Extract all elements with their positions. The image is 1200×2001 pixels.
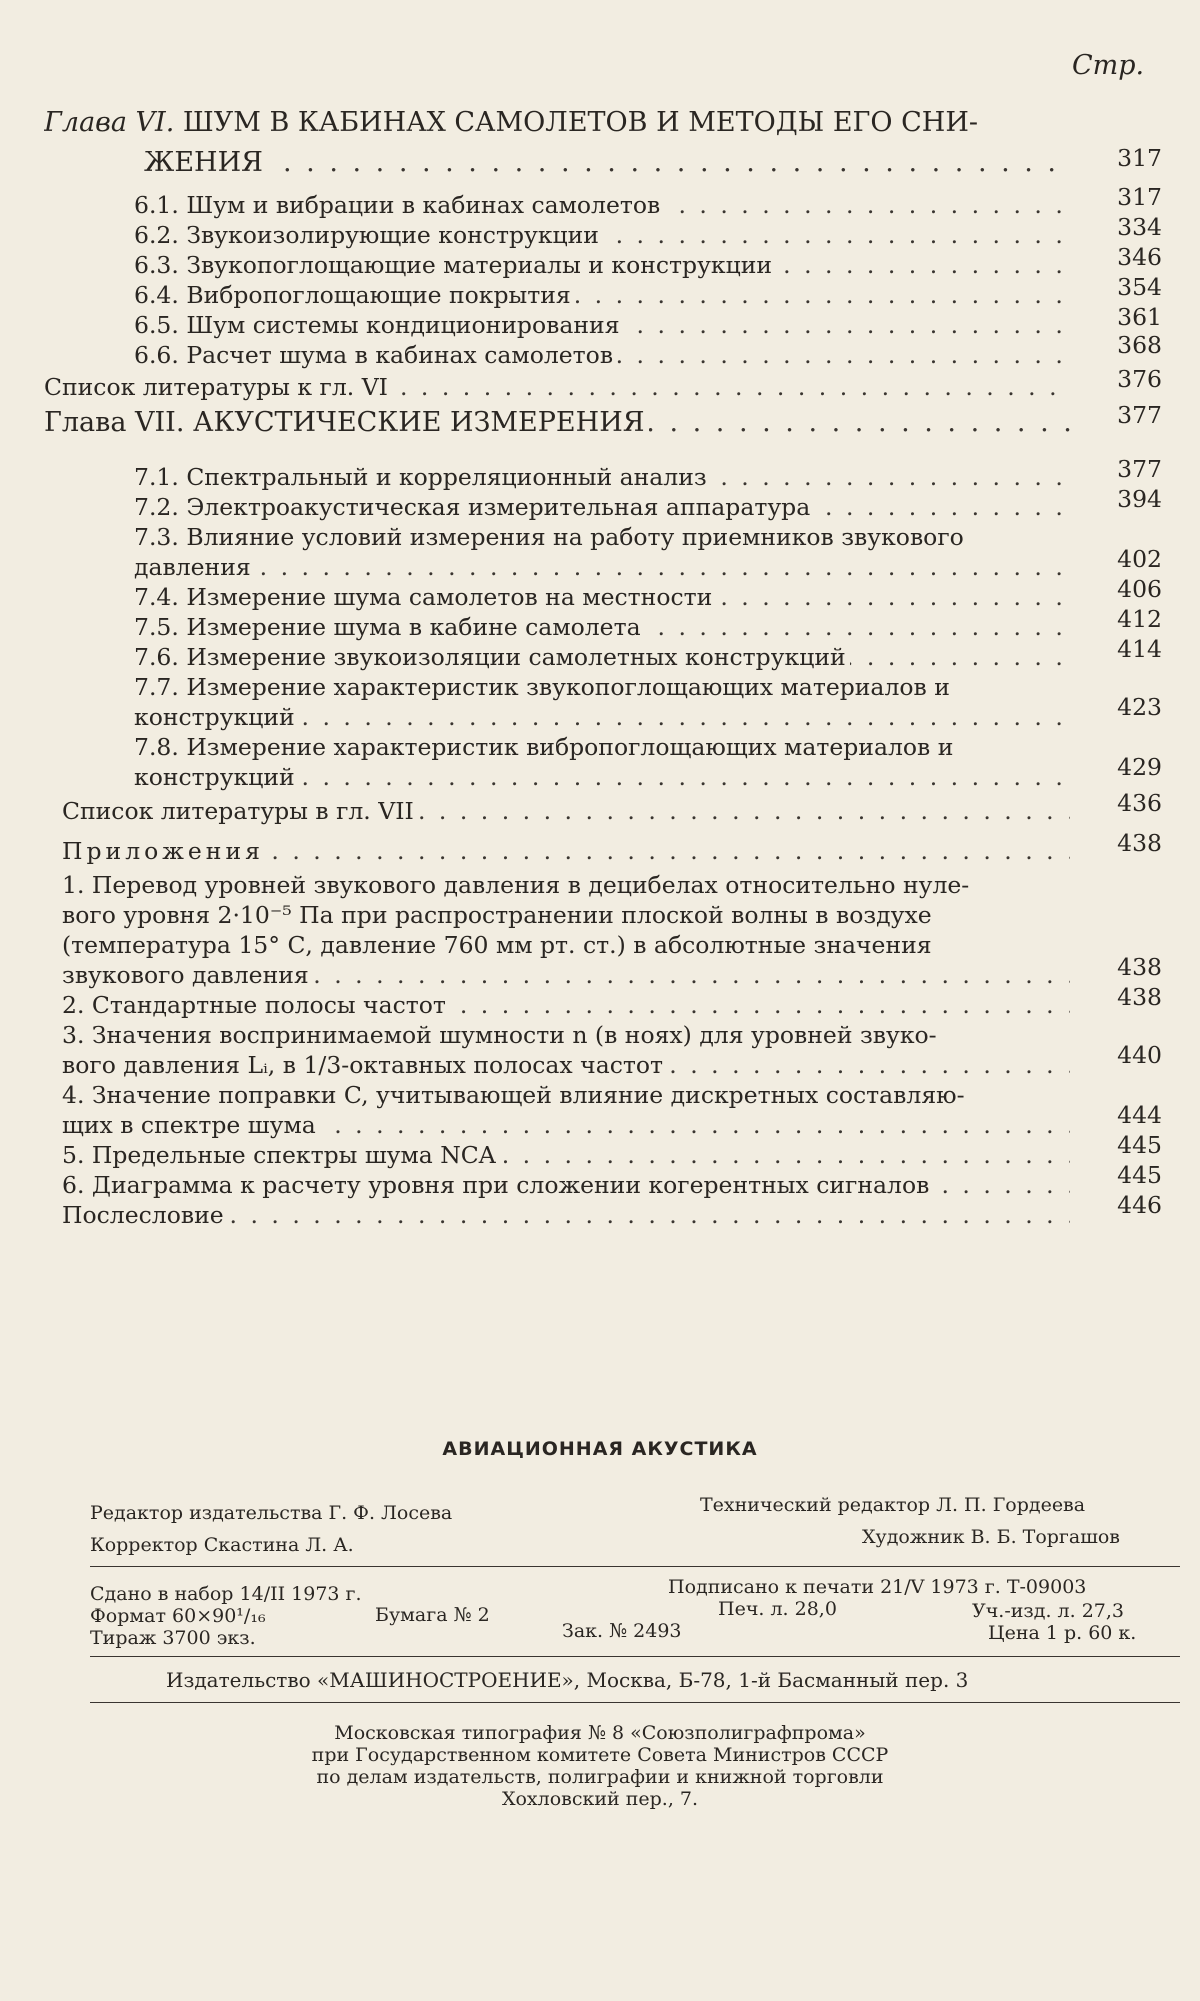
toc-line: 7.6. Измерение звукоизоляции самолетных конструкций	[134, 643, 850, 671]
toc-line: 1. Перевод уровней звукового давления в децибелах относительно нуле-	[62, 871, 973, 899]
format-info: Формат 60×90¹/₁₆	[90, 1605, 266, 1627]
toc-entry-text	[62, 990, 1070, 1020]
divider	[90, 1656, 1180, 1657]
toc-entry-text	[134, 642, 1070, 672]
toc-page-number: 317	[1117, 183, 1162, 211]
toc-entry-text	[144, 148, 1070, 178]
print-run: Тираж 3700 экз.	[90, 1627, 256, 1649]
toc-page-number: 354	[1117, 273, 1162, 301]
toc-line: 7.8. Измерение характеристик вибропоглощающих материалов и	[134, 733, 957, 761]
toc-line: 6.6. Расчет шума в кабинах самолетов	[134, 341, 617, 369]
printer-line: по делам издательств, полиграфии и книжной торговли	[316, 1766, 884, 1788]
toc-page-number: 412	[1117, 605, 1162, 633]
toc-line: 7.7. Измерение характеристик звукопоглощающих материалов и	[134, 673, 954, 701]
toc-entry-text	[62, 1020, 1070, 1050]
toc-line: 7.1. Спектральный и корреляционный анализ	[134, 463, 711, 491]
printer-line: при Государственном комитете Совета Министров СССР	[311, 1744, 889, 1766]
toc-line: 6. Диаграмма к расчету уровня при сложении когерентных сигналов	[62, 1171, 933, 1199]
toc-page-number: 361	[1117, 303, 1162, 331]
toc-page-number: 438	[1117, 983, 1162, 1011]
order-number: Зак. № 2493	[562, 1620, 682, 1642]
toc-entry-text	[134, 462, 1070, 492]
toc-page-number: 444	[1117, 1101, 1162, 1129]
toc-line: 4. Значение поправки C, учитывающей влияние дискретных составляю-	[62, 1081, 969, 1109]
toc-entry-text	[134, 340, 1070, 370]
toc-line: Глава VI. ШУМ В КАБИНАХ САМОЛЕТОВ И МЕТОДЫ ЕГО СНИ-	[44, 108, 982, 138]
toc-page-number: 368	[1117, 331, 1162, 359]
toc-entry-text	[134, 220, 1070, 250]
toc-line: 7.3. Влияние условий измерения на работу приемников звукового	[134, 523, 968, 551]
tech-editor-credit: Технический редактор Л. П. Гордеева	[700, 1494, 1086, 1516]
toc-line: 7.4. Измерение шума самолетов на местности	[134, 583, 716, 611]
toc-page-number: 445	[1117, 1131, 1162, 1159]
toc-page-number: 377	[1117, 401, 1162, 429]
printer-line: Московская типография № 8 «Союзполиграфпрома»	[334, 1722, 866, 1744]
toc-page-number: 317	[1117, 144, 1162, 172]
toc-entry-text	[134, 280, 1070, 310]
toc-page-number: 446	[1117, 1191, 1162, 1219]
toc-page-number: 423	[1117, 693, 1162, 721]
toc-page-number: 376	[1117, 365, 1162, 393]
toc-page-number: 346	[1117, 243, 1162, 271]
toc-entry-text	[134, 522, 1070, 552]
toc-line: 5. Предельные спектры шума NCA	[62, 1141, 500, 1169]
toc-entry-text	[62, 870, 1070, 900]
toc-entry-text	[62, 1110, 1070, 1140]
toc-entry-text	[62, 1140, 1070, 1170]
sent-to-set: Сдано в набор 14/II 1973 г.	[90, 1583, 362, 1605]
artist-credit: Художник В. Б. Торгашов	[862, 1526, 1121, 1548]
toc-page-number: 429	[1117, 753, 1162, 781]
toc-page-number: 406	[1117, 575, 1162, 603]
toc-entry-text	[62, 1200, 1070, 1230]
toc-line: щих в спектре шума	[62, 1111, 320, 1139]
toc-entry-text	[62, 960, 1070, 990]
toc-entry-text	[134, 250, 1070, 280]
toc-entry-text	[134, 552, 1070, 582]
chapter-label: Глава VI.	[44, 108, 175, 138]
toc-entry-text	[134, 492, 1070, 522]
toc-line: 6.2. Звукоизолирующие конструкции	[134, 221, 603, 249]
toc-page-number: 436	[1117, 789, 1162, 817]
toc-page-number: 377	[1117, 455, 1162, 483]
toc-page-number: 334	[1117, 213, 1162, 241]
toc-entry-text	[62, 1170, 1070, 1200]
toc-page-number: 414	[1117, 635, 1162, 663]
toc-entry-text	[62, 930, 1070, 960]
toc-page-number: 438	[1117, 829, 1162, 857]
toc-line: Список литературы в гл. VII	[62, 797, 418, 825]
price: Цена 1 р. 60 к.	[988, 1622, 1137, 1644]
paper-info: Бумага № 2	[375, 1604, 490, 1626]
book-title: АВИАЦИОННАЯ АКУСТИКА	[442, 1438, 758, 1460]
toc-entry-text	[134, 190, 1070, 220]
toc-line: 6.4. Вибропоглощающие покрытия	[134, 281, 575, 309]
divider	[90, 1702, 1180, 1703]
toc-entry-text	[134, 672, 1070, 702]
toc-line: Послесловие	[62, 1201, 228, 1229]
toc-line: конструкций	[134, 703, 299, 731]
toc-line: 6.3. Звукопоглощающие материалы и конструкции	[134, 251, 776, 279]
toc-line: вого уровня 2·10⁻⁵ Па при распространении плоской волны в воздухе	[62, 901, 936, 929]
toc-page-number: 445	[1117, 1161, 1162, 1189]
toc-entry-text	[134, 310, 1070, 340]
print-sheets: Печ. л. 28,0	[718, 1598, 837, 1620]
toc-line: (температура 15° С, давление 760 мм рт. ст.) в абсолютные значения	[62, 931, 936, 959]
toc-line: 7.2. Электроакустическая измерительная аппаратура	[134, 493, 814, 521]
divider	[90, 1566, 1180, 1567]
toc-entry-text	[134, 612, 1070, 642]
toc-entry-text	[44, 372, 1070, 402]
toc-line: 6.1. Шум и вибрации в кабинах самолетов	[134, 191, 664, 219]
toc-page-number: 394	[1117, 485, 1162, 513]
signed-info: Подписано к печати 21/V 1973 г. Т-09003	[668, 1576, 1087, 1598]
toc-line: давления	[134, 553, 255, 581]
toc-entry-text	[134, 582, 1070, 612]
toc-entry-text	[62, 1050, 1070, 1080]
toc-line: звукового давления	[62, 961, 313, 989]
page-column-label: Стр.	[1072, 50, 1145, 81]
toc-entry-text	[62, 900, 1070, 930]
toc-line: 7.5. Измерение шума в кабине самолета	[134, 613, 645, 641]
toc-entry-text	[134, 762, 1070, 792]
toc-line: Приложения	[62, 837, 268, 865]
toc-entry-text	[62, 836, 1070, 866]
toc-line: 6.5. Шум системы кондиционирования	[134, 311, 624, 339]
toc-line: ЖЕНИЯ	[144, 148, 267, 178]
toc-line: Глава VII. АКУСТИЧЕСКИЕ ИЗМЕРЕНИЯ	[44, 408, 649, 438]
toc-page-number: 402	[1117, 545, 1162, 573]
toc-entry-text	[62, 1080, 1070, 1110]
publisher-line: Издательство «МАШИНОСТРОЕНИЕ», Москва, Б-78, 1-й Басманный пер. 3	[166, 1668, 969, 1692]
printer-line: Хохловский пер., 7.	[501, 1788, 699, 1810]
toc-entry-text	[134, 702, 1070, 732]
publishing-sheets: Уч.-изд. л. 27,3	[972, 1600, 1125, 1622]
toc-entry-text	[62, 796, 1070, 826]
toc-line: вого давления Lᵢ, в 1/3-октавных полосах частот	[62, 1051, 667, 1079]
toc-line: 3. Значения воспринимаемой шумности n (в ноях) для уровней звуко-	[62, 1021, 941, 1049]
corrector-credit: Корректор Скастина Л. А.	[90, 1534, 354, 1556]
toc-entry-text	[44, 408, 1070, 438]
editor-credit: Редактор издательства Г. Ф. Лосева	[90, 1502, 453, 1524]
toc-line: 2. Стандартные полосы частот	[62, 991, 450, 1019]
toc-line: Список литературы к гл. VI	[44, 373, 392, 401]
toc-entry-text	[134, 732, 1070, 762]
toc-line: конструкций	[134, 763, 299, 791]
toc-page-number: 438	[1117, 953, 1162, 981]
toc-entry-text	[44, 108, 1070, 138]
toc-page-number: 440	[1117, 1041, 1162, 1069]
